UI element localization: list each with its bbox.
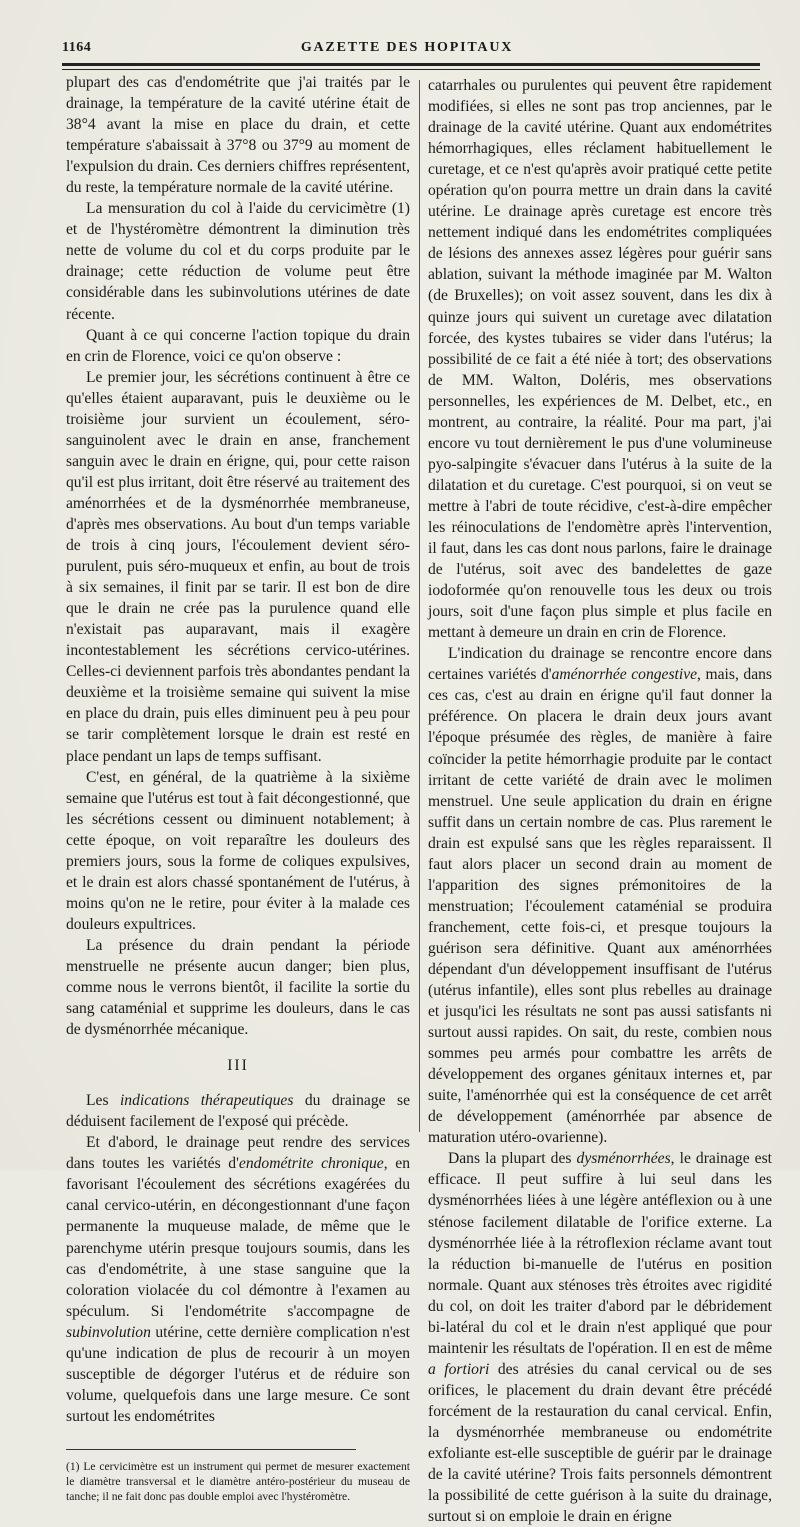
text-run: , mais, dans ces cas, c'est au drain en érigne qu'il faut donner la préférence. On placera le drain deux jours avant l'époque présumée des règles, de manière à faire coïncider la petite hémorrhagie produite par le contact irritant de cette variété de drain avec le molimen menstruel. Une seule application du drain en érigne suffit dans un certain nombre de cas. Plus rarement le drain est expulsé sans que les règles reparaissent. Il faut alors placer un second drain au moment de l'apparition des signes prémonitoires de la menstruation; l'écoulement cataménial se produira franchement, cette fois-ci, et presque toujours la guérison sera définitive. Quant aux aménorrhées dépendant d'un développement insuffisant de l'utérus (utérus infantile), elles sont plus rebelles au drainage et jusqu'ici les résultats ne sont pas aussi satisfants ni surtout aussi rapides. On sait, du reste, combien nous sommes peu armés pour combattre les arrêts de développement des organes génitaux internes et, par suite, l'aménorrhée qui est la conséquence de cet arrêt de développement (aménorrhée par absence de maturation utéro-ovarienne). [428, 666, 772, 1147]
paragraph [428, 1148, 772, 1527]
text-run: du drainage se déduisent facilement de l'exposé qui précède. [66, 1092, 410, 1131]
left-column [66, 72, 410, 1504]
footnote-rule [66, 1449, 356, 1450]
text-run: Les [86, 1092, 120, 1110]
paragraph [66, 1090, 410, 1132]
running-head [62, 40, 752, 60]
paragraph: Le premier jour, les sécrétions continuent à être ce qu'elles étaient auparavant, puis le deuxième ou le troisième jour survient un écoulement, séro-sanguinolent avec le drain en anse, franchement sanguin avec le drain en érigne, qui, pour cette raison qu'il est plus irritant, doit être réservé au traitement des aménorrhées et de la dysménorrhée membraneuse, d'après mes observations. Au bout d'un temps variable de trois à cinq jours, l'écoulement devient séro-purulent, puis séro-muqueux et enfin, au bout de trois à six semaines, il finit par se tarir. Il est bon de dire que le drain ne crée pas la purulence quand elle n'existait pas auparavant, mais il exagère incontestablement les sécrétions cervico-utérines. Celles-ci deviennent parfois très abondantes pendant la deuxième et la troisième semaine qui suivent la mise en place du drain, puis elles diminuent peu à peu pour se tarir complètement lorsque le drain est resté en place pendant un laps de temps suffisant. [66, 368, 410, 765]
italic-text: subinvolution [66, 1323, 151, 1341]
italic-text: a fortiori [428, 1360, 490, 1378]
text-run: Dans la plupart des [448, 1150, 577, 1168]
right-column [428, 75, 772, 1527]
paragraph: plupart des cas d'endométrite que j'ai traités par le drainage, la température de la cavité utérine était de 38°4 avant la mise en place du drain, et cette température s'abaissait à 37°8 ou 37°9 au moment de l'expulsion du drain. Ces derniers chiffres représentent, du reste, la température normale de la cavité utérine. [66, 74, 410, 197]
column-divider [419, 80, 420, 1132]
paragraph: catarrhales ou purulentes qui peuvent être rapidement modifiées, si elles ne sont pas trop anciennes, par le drainage de la cavité utérine. Quant aux endométrites hémorrhagiques, elles réclament habituellement le curetage, et ce n'est qu'après avoir pratiqué cette petite opération qu'on pourra mettre un drain dans la cavité utérine. Le drainage après curetage est encore très nettement indiqué dans les endométrites compliquées de lésions des annexes assez légères pour guérir sans ablation, suivant la méthode imaginée par M. Walton (de Bruxelles); on voit assez souvent, dans les dix à quinze jours qui suivent un curetage avec dilatation forcée, des kystes tubaires se vider dans l'utérus; la possibilité de ce fait a été niée à tort; des observations de MM. Walton, Doléris, mes observations personnelles, les expériences de M. Delbet, etc., en montrent, au contraire, la réalité. Pour ma part, j'ai encore vu tout dernièrement le pus d'une volumineuse pyo-salpingite s'évacuer dans l'utérus à la suite de la dilatation et du curetage. C'est pourquoi, si on veut se mettre à l'abri de toute récidive, c'est-à-dire empêcher les réinoculations de l'endomètre après l'intervention, il faut, dans les cas dont nous parlons, faire le drainage de l'utérus, soit avec des bandelettes de gaze iodoformée qu'on renouvelle tous les deux ou trois jours, soit d'une façon plus simple et plus facile en mettant à demeure un drain en crin de Florence. [428, 77, 772, 642]
italic-text: endométrite chronique [238, 1155, 384, 1173]
page-number: 1164 [62, 40, 92, 55]
text-run: Et d'abord, le drainage peut rendre des services dans toutes les variétés d' [66, 1134, 410, 1173]
paragraph: Quant à ce qui concerne l'action topique du drain en crin de Florence, voici ce qu'on observe : [66, 326, 410, 365]
paragraph: C'est, en général, de la quatrième à la sixième semaine que l'utérus est tout à fait décongestionné, que les sécrétions cessent ou diminuent notablement; à cette époque, on voit reparaître les douleurs des premiers jours, sous la forme de coliques expulsives, et le drain est alors chassé spontanément de l'utérus, à moins qu'on ne le retire, pour éviter à la malade ces douleurs expultrices. [66, 768, 410, 933]
section-heading: III [227, 1057, 249, 1075]
text-run: , en favorisant l'écoulement des sécrétions exagérées du canal cervico-utérin, en décongestionnant d'une façon permanente la muqueuse malade, de même que le parenchyme utérin presque toujours soumis, dans les cas d'endométrite, à une stase sanguine que la coloration violacée du col démontre à l'examen au spéculum. Si l'endométrite s'accompagne de [66, 1155, 411, 1320]
text-run: des atrésies du canal cervical ou de ses orifices, le placement du drain devant être précédé forcément de la restauration du canal cervical. Enfin, la dysménorrhée membraneuse ou endométrite exfoliante est-elle susceptible de guérir par le drainage de la cavité utérine? Trois faits personnels démontrent la possibilité de cette guérison à la suite du drainage, surtout si on emploie le drain en érigne [428, 1360, 772, 1526]
header-rule-thick [62, 63, 760, 66]
paragraph [428, 643, 772, 1148]
paragraph: La mensuration du col à l'aide du cervicimètre (1) et de l'hystéromètre démontrent la diminution très nette de volume du col et du corps produite par le drainage; cette réduction de volume peut être considérable dans les subinvolutions utérines de date récente. [66, 200, 410, 323]
text-run: utérine, cette dernière complication n'est qu'une indication de plus de recourir à un moyen susceptible de dégorger l'utérus et de réduire son volume, quelquefois dans une large mesure. Ce sont surtout les endométrites [66, 1323, 410, 1425]
text-run: L'indication du drainage se rencontre encore dans certaines variétés d' [428, 645, 772, 684]
footnote: (1) Le cervicimètre est un instrument qui permet de mesurer exactement le diamètre transversal et le diamètre antéro-postérieur du museau de tanche; il ne fait donc pas double emploi avec l'hystéromètre. [66, 1459, 410, 1503]
journal-title: GAZETTE DES HOPITAUX [300, 40, 514, 55]
header-rule-thin [62, 69, 760, 70]
italic-text: indications thérapeutiques [119, 1092, 294, 1110]
italic-text: aménorrhée congestive [551, 666, 698, 684]
paragraph: La présence du drain pendant la période menstruelle ne présente aucun danger; bien plus, comme nous le verrons bientôt, il facilite la sortie du sang cataménial et supprime les douleurs, dans le cas de dysménorrhée mécanique. [66, 936, 410, 1039]
text-run: , le drainage est efficace. Il peut suffire à lui seul dans les dysménorrhées liées à une légère antéflexion ou à une sténose facilement dilatable de l'orifice externe. La dysménorrhée liée à la rétroflexion réclame avant tout la réduction bi-manuelle de l'utérus en position normale. Quant aux sténoses très étroites avec rigidité du col, on doit les traiter d'abord par le débridement bi-latéral du col et le drain n'est appliqué que pour maintenir les résultats de l'opération. Il en est de même [428, 1150, 772, 1357]
italic-text: dysménorrhées [576, 1150, 671, 1168]
paragraph [66, 1132, 410, 1427]
